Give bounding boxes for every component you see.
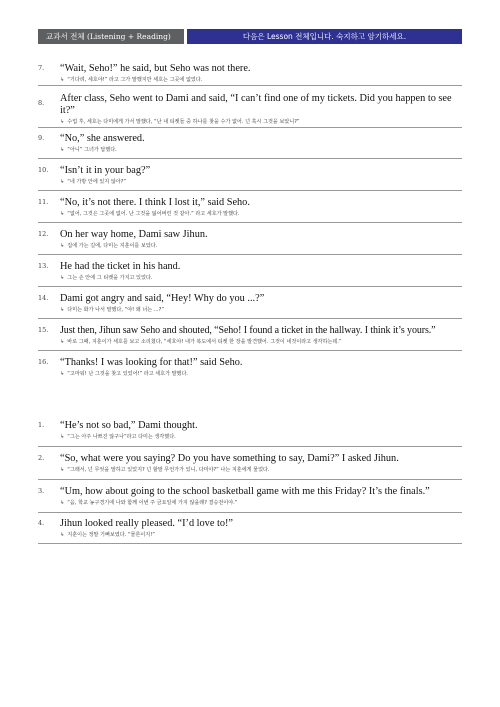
item-number: 4.	[38, 519, 45, 527]
english-sentence: “Um, how about going to the school basketball game with me this Friday? It’s the finals.”	[60, 486, 430, 497]
item-number: 15.	[38, 326, 49, 334]
arrow-icon: ↳	[60, 307, 65, 313]
english-sentence: “Isn’t it in your bag?”	[60, 165, 151, 176]
arrow-icon: ↳	[60, 500, 65, 506]
korean-translation	[60, 306, 164, 313]
divider-line	[38, 222, 462, 223]
divider-line	[38, 446, 462, 447]
korean-translation	[60, 76, 202, 83]
korean-text: “아니” 그녀가 답했다.	[67, 147, 117, 153]
korean-translation	[60, 210, 240, 217]
english-sentence: On her way home, Dami saw Jihun.	[60, 229, 208, 240]
divider-line	[38, 512, 462, 513]
korean-translation	[60, 531, 155, 538]
divider-line	[38, 158, 462, 159]
korean-translation	[60, 499, 237, 506]
korean-text: “그래서, 넌 무엇을 말하고 있었지? 넌 할말 무언가가 있니, 다미야?” 나는 지훈에게 물었다.	[67, 467, 270, 473]
item-number: 14.	[38, 294, 49, 302]
item-number: 10.	[38, 166, 49, 174]
korean-text: 수업 후, 세호는 다미에게 가서 말했다, “난 내 티켓들 중 하나를 찾을 수가 없어. 넌 혹시 그것을 보았니?”	[67, 119, 300, 125]
divider-line	[38, 190, 462, 191]
korean-translation	[60, 242, 157, 249]
korean-translation	[60, 178, 126, 185]
item-number: 11.	[38, 198, 49, 206]
korean-translation	[60, 274, 152, 281]
item-number: 1.	[38, 421, 45, 429]
english-sentence: Dami got angry and said, “Hey! Why do you ...?”	[60, 293, 265, 304]
english-sentence: “No,” she answered.	[60, 133, 145, 144]
korean-text: 바로 그때, 지훈이가 세호를 보고 소리쳤다, “세호야! 내가 복도에서 티켓 한 장을 발견했어. 그것이 네것이라고 생각하는데.”	[67, 339, 342, 345]
korean-text: “기다려, 세호야!” 라고 그가 말했지만 세호는 그곳에 없었다.	[67, 77, 203, 83]
item-number: 7.	[38, 64, 45, 72]
item-number: 16.	[38, 358, 49, 366]
korean-translation	[60, 338, 342, 345]
english-sentence: He had the ticket in his hand.	[60, 261, 181, 272]
korean-text: “네 가방 안에 있지 않아?”	[67, 179, 127, 185]
divider-line	[38, 543, 462, 544]
korean-translation	[60, 466, 270, 473]
item-number: 2.	[38, 454, 45, 462]
korean-translation	[60, 433, 176, 440]
arrow-icon: ↳	[60, 243, 65, 249]
arrow-icon: ↳	[60, 179, 65, 185]
english-sentence: “Thanks! I was looking for that!” said Seho.	[60, 357, 243, 368]
divider-line	[38, 350, 462, 351]
arrow-icon: ↳	[60, 275, 65, 281]
korean-translation	[60, 146, 117, 153]
item-number: 12.	[38, 230, 49, 238]
arrow-icon: ↳	[60, 147, 65, 153]
korean-translation	[60, 118, 300, 125]
korean-text: “고마워! 난 그것을 찾고 있었어!” 라고 세호가 말했다.	[67, 371, 189, 377]
korean-translation	[60, 370, 188, 377]
korean-text: “없어, 그것은 그곳에 없어. 난 그것을 잃어버린 것 같아.” 라고 세호가 말했다.	[67, 211, 240, 217]
korean-text: 집에 가는 길에, 다미는 지훈이를 보았다.	[67, 243, 158, 249]
english-sentence: “Wait, Seho!” he said, but Seho was not there.	[60, 63, 251, 74]
arrow-icon: ↳	[60, 339, 65, 345]
item-number: 3.	[38, 487, 45, 495]
korean-text: “음, 학교 농구경기에 나와 함께 이번 주 금요일에 가지 않을래? 결승전이야.”	[67, 500, 238, 506]
divider-line	[38, 479, 462, 480]
korean-text: 다미는 화가 나서 말했다, “야! 왜 너는 ...?”	[67, 307, 165, 313]
instruction-banner: 다음은 Lesson 전체입니다. 숙지하고 암기하세요.	[187, 29, 462, 44]
english-sentence: Jihun looked really pleased. “I’d love to!”	[60, 518, 233, 529]
section-label: 교과서 전체 (Listening + Reading)	[38, 29, 184, 44]
korean-text: 그는 손 안에 그 티켓을 가지고 있었다.	[67, 275, 153, 281]
divider-line	[38, 254, 462, 255]
item-number: 9.	[38, 134, 45, 142]
arrow-icon: ↳	[60, 119, 65, 125]
korean-text: 지훈이는 정말 기뻐보였다. “물론이지!”	[67, 532, 155, 538]
arrow-icon: ↳	[60, 434, 65, 440]
english-sentence: “So, what were you saying? Do you have something to say, Dami?” I asked Jihun.	[60, 453, 399, 464]
item-number: 13.	[38, 262, 49, 270]
arrow-icon: ↳	[60, 532, 65, 538]
arrow-icon: ↳	[60, 371, 65, 377]
arrow-icon: ↳	[60, 77, 65, 83]
korean-text: “그는 아주 나쁘진 않구나”라고 다미는 생각했다.	[67, 434, 176, 440]
divider-line	[38, 85, 462, 86]
arrow-icon: ↳	[60, 211, 65, 217]
arrow-icon: ↳	[60, 467, 65, 473]
divider-line	[38, 127, 462, 128]
english-sentence: “He’s not so bad,” Dami thought.	[60, 420, 198, 431]
english-sentence: “No, it’s not there. I think I lost it,” said Seho.	[60, 197, 250, 208]
divider-line	[38, 318, 462, 319]
english-sentence: Just then, Jihun saw Seho and shouted, “Seho! I found a ticket in the hallway. I think it’s yours.”	[60, 325, 436, 336]
english-sentence: After class, Seho went to Dami and said, “I can’t find one of my tickets. Did you happen to see it?”	[60, 93, 452, 116]
divider-line	[38, 286, 462, 287]
item-number: 8.	[38, 99, 45, 107]
